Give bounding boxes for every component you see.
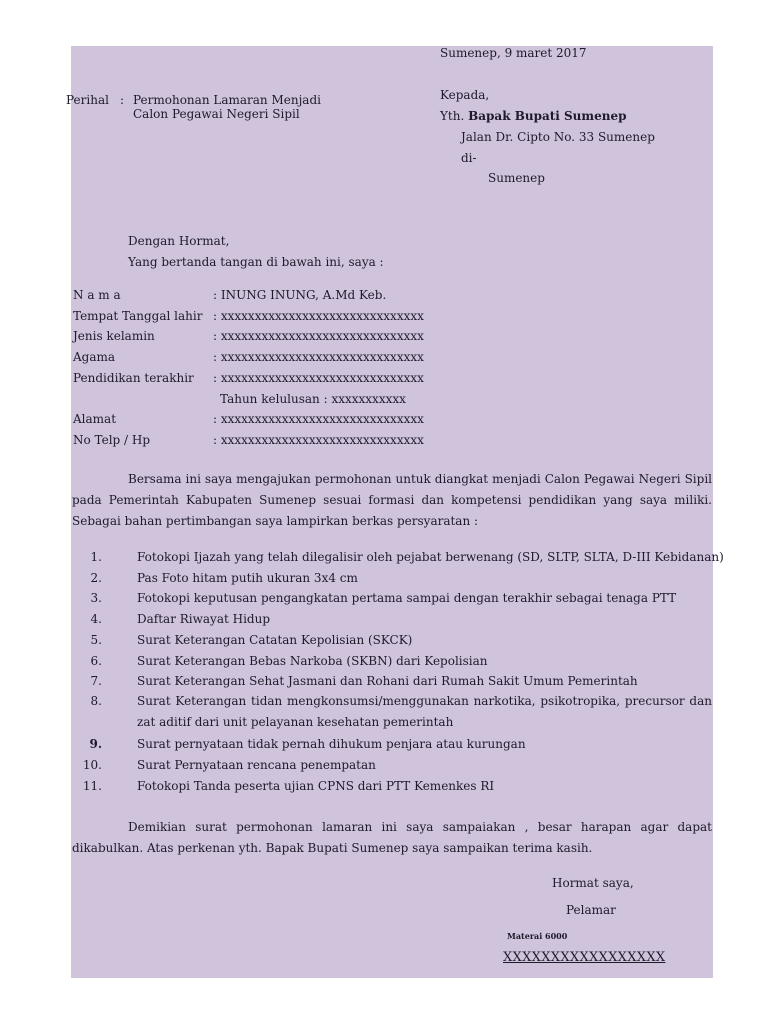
list-item-number: 5. (90, 633, 102, 647)
identity-label: Agama (73, 350, 116, 364)
identity-label: Tempat Tanggal lahir (73, 309, 203, 323)
perihal-colon: : (120, 93, 125, 107)
identity-value: Tahun kelulusan : xxxxxxxxxxx (220, 392, 406, 406)
list-item-number: 11. (82, 779, 102, 793)
list-item: Fotokopi Tanda peserta ujian CPNS dari PTT Kemenkes RI (137, 779, 495, 793)
list-item: Fotokopi keputusan pengangkatan pertama sampai dengan terakhir sebagai tenaga PTT (137, 591, 677, 605)
perihal-line-1: Permohonan Lamaran Menjadi (133, 93, 321, 107)
identity-value: : xxxxxxxxxxxxxxxxxxxxxxxxxxxxxx (213, 350, 424, 364)
list-item: Surat Keterangan Bebas Narkoba (SKBN) dari Kepolisian (137, 654, 488, 668)
identity-value: : INUNG INUNG, A.Md Keb. (213, 288, 387, 302)
list-item: Surat Pernyataan rencana penempatan (137, 758, 376, 772)
signature-name: XXXXXXXXXXXXXXXXX (503, 950, 666, 965)
identity-value: : xxxxxxxxxxxxxxxxxxxxxxxxxxxxxx (213, 412, 424, 426)
identity-value: : xxxxxxxxxxxxxxxxxxxxxxxxxxxxxx (213, 371, 424, 385)
signature-hormat: Hormat saya, (552, 876, 634, 890)
yth: Yth. (440, 109, 465, 123)
identity-label: Pendidikan terakhir (73, 371, 194, 385)
signature-pelamar: Pelamar (566, 903, 616, 917)
materai-label: Materai 6000 (507, 931, 568, 941)
list-item-number: 7. (90, 674, 102, 688)
recipient-line (440, 109, 627, 124)
identity-value: : xxxxxxxxxxxxxxxxxxxxxxxxxxxxxx (213, 433, 424, 447)
list-item-number: 3. (90, 591, 102, 605)
recipient-city: Sumenep (488, 171, 545, 185)
identity-label: Alamat (73, 412, 117, 426)
body-paragraph: Bersama ini saya mengajukan permohonan untuk diangkat menjadi Calon Pegawai Negeri Sipil pada Pemerintah Kabupaten Sumenep sesuai formasi dan kompetensi pendidikan yang saya miliki. Sebagai bahan pertimbangan saya lampirkan berkas persyaratan : (72, 472, 712, 528)
identity-label: Jenis kelamin (73, 329, 155, 343)
list-item-number: 6. (90, 654, 102, 668)
list-item-number: 1. (90, 550, 102, 564)
list-item: Pas Foto hitam putih ukuran 3x4 cm (137, 571, 358, 585)
list-item-number: 10. (82, 758, 102, 772)
identity-label: N a m a (73, 288, 121, 302)
list-item-number: 2. (90, 571, 102, 585)
letter-date: Sumenep, 9 maret 2017 (440, 46, 587, 60)
list-item-number: 8. (90, 694, 102, 708)
list-item: Fotokopi Ijazah yang telah dilegalisir oleh pejabat berwenang (SD, SLTP, SLTA, D-III Kebidanan) (137, 550, 724, 564)
identity-value: : xxxxxxxxxxxxxxxxxxxxxxxxxxxxxx (213, 329, 424, 343)
list-item: Surat pernyataan tidak pernah dihukum penjara atau kurungan (137, 737, 526, 751)
list-item: Surat Keterangan tidan mengkonsumsi/menggunakan narkotika, psikotropika, precursor dan zat aditif dari unit pelayanan kesehatan pemerintah (137, 694, 712, 729)
perihal-line-2: Calon Pegawai Negeri Sipil (133, 107, 300, 121)
list-item: Surat Keterangan Catatan Kepolisian (SKCK) (137, 633, 413, 647)
greeting: Dengan Hormat, (128, 234, 230, 248)
undersigned-line: Yang bertanda tangan di bawah ini, saya : (128, 255, 384, 269)
recipient-di: di- (461, 151, 477, 165)
recipient-name: Bapak Bupati Sumenep (468, 109, 627, 123)
list-item: Daftar Riwayat Hidup (137, 612, 271, 626)
perihal-label: Perihal (66, 93, 109, 107)
list-item: Surat Keterangan Sehat Jasmani dan Rohani dari Rumah Sakit Umum Pemerintah (137, 674, 638, 688)
list-item-number: 9. (89, 737, 102, 751)
recipient-address: Jalan Dr. Cipto No. 33 Sumenep (461, 130, 655, 144)
identity-value: : xxxxxxxxxxxxxxxxxxxxxxxxxxxxxx (213, 309, 424, 323)
list-item-number: 4. (90, 612, 102, 626)
closing-paragraph: Demikian surat permohonan lamaran ini saya sampaiakan , besar harapan agar dapat dikabulkan. Atas perkenan yth. Bapak Bupati Sumenep saya sampaikan terima kasih. (72, 820, 712, 855)
kepada: Kepada, (440, 88, 490, 102)
identity-label: No Telp / Hp (73, 433, 151, 447)
